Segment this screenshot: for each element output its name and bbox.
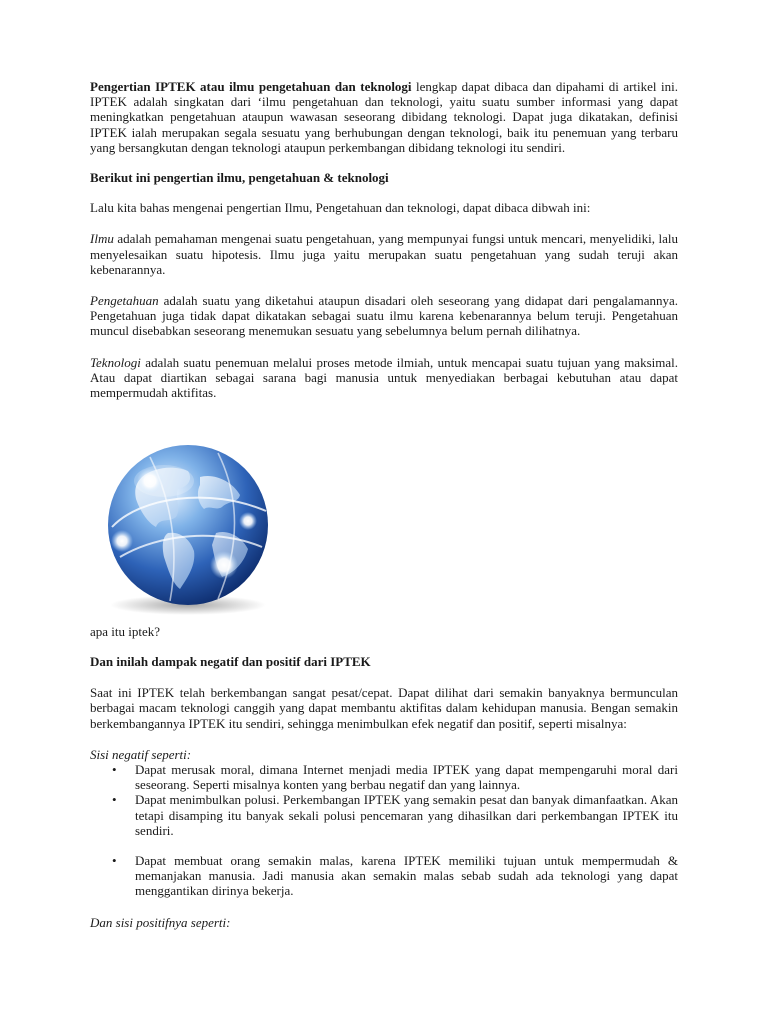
list-item xyxy=(90,762,678,792)
list-item xyxy=(90,853,678,899)
intro-paragraph xyxy=(90,79,678,155)
ilmu-text: adalah pemahaman mengenai suatu pengetahuan, yang mempunyai fungsi untuk mencari, menyelidiki, lalu menyelesaikan suatu hipotesis. Ilmu juga yaitu merupakan suatu pengetahuan yang sudah teruji akan kebenarannya. xyxy=(90,231,678,277)
heading-dampak: Dan inilah dampak negatif dan positif dari IPTEK xyxy=(90,654,371,669)
globe-network-icon xyxy=(90,437,282,617)
bullet-icon: • xyxy=(112,792,117,808)
teknologi-paragraph xyxy=(90,355,678,401)
pengetahuan-term: Pengetahuan xyxy=(90,293,159,309)
ilmu-paragraph xyxy=(90,231,678,277)
negatif-label-text: Sisi negatif seperti: xyxy=(90,746,192,762)
list-item xyxy=(90,792,678,838)
intro-lead-rest: lengkap dapat dibaca dan dipahami di artikel ini. IPTEK adalah singkatan dari ‘ilmu pengetahuan dan teknologi, yaitu suatu sumber informasi yang dapat meningkatkan pengetahuan ataupun wawasan seseorang dibidang teknologi. Dapat juga dikatakan, definisi IPTEK ialah merupakan segala sesuatu yang berhubungan dengan teknologi, baik itu penemuan yang terbaru yang bersangkutan dengan teknologi ataupun perkembangan dibidang teknologi itu sendiri. xyxy=(90,79,678,155)
teknologi-text: adalah suatu penemuan melalui proses metode ilmiah, untuk mencapai suatu tujuan yang maksimal. Atau dapat diartikan sebagai sarana bagi manusia untuk menyediakan berbagai kebutuhan atau dapat mempermudah aktifitas. xyxy=(90,354,678,401)
pengetahuan-paragraph xyxy=(90,293,678,339)
intro-lead-bold: Pengertian IPTEK atau ilmu pengetahuan dan teknologi xyxy=(90,79,412,94)
list-item-text: Dapat merusak moral, dimana Internet menjadi media IPTEK yang dapat mempengaruhi moral dari seseorang. Seperti misalnya konten yang berbau negatif dan yang lainnya. xyxy=(135,762,678,793)
pengetahuan-text: adalah suatu yang diketahui ataupun disadari oleh seseorang yang didapat dari pengalamannya. Pengetahuan juga tidak dapat dikatakan sebagai suatu ilmu karena kebenarannya belum teruji. Pengetahuan muncul disebabkan seseorang menemukan sesuatu yang sebelumnya belum pernah dilihatnya. xyxy=(90,293,678,339)
list-item-text: Dapat membuat orang semakin malas, karena IPTEK memiliki tujuan untuk mempermudah & memanjakan manusia. Jadi manusia akan semakin malas sebab sudah ada teknologi yang dapat menggantikan dirinya bekerja. xyxy=(135,853,678,899)
positif-label-text: Dan sisi positifnya seperti: xyxy=(90,914,231,930)
bullet-icon: • xyxy=(112,853,117,869)
dampak-paragraph: Saat ini IPTEK telah berkembangan sangat pesat/cepat. Dapat dilihat dari semakin banyaknya bermunculan berbagai macam teknologi canggih yang dapat membantu aktifitas dalam kehidupan manusia. Bengan semakin berkembangannya IPTEK itu sendiri, sehingga menimbulkan efek negatif dan positif, seperti misalnya: xyxy=(90,685,678,731)
image-caption: apa itu iptek? xyxy=(90,624,161,639)
intro2-paragraph: Lalu kita bahas mengenai pengertian Ilmu, Pengetahuan dan teknologi, dapat dibaca dibwah ini: xyxy=(90,200,591,216)
positif-label xyxy=(90,915,678,930)
bullet-icon: • xyxy=(112,762,117,778)
ilmu-term: Ilmu xyxy=(90,231,114,247)
teknologi-term: Teknologi xyxy=(90,354,141,370)
globe-image xyxy=(90,437,282,617)
negatif-label xyxy=(90,747,678,762)
heading-pengertian: Berikut ini pengertian ilmu, pengetahuan & teknologi xyxy=(90,170,389,186)
upper-content xyxy=(90,79,678,400)
lower-content xyxy=(90,654,678,930)
negatif-list xyxy=(90,762,678,899)
list-item-text: Dapat menimbulkan polusi. Perkembangan IPTEK yang semakin pesat dan banyak dimanfaatkan. Akan tetapi disamping itu banyak sekali polusi pencemaran yang dihasilkan dari perkembangan IPTEK itu sendiri. xyxy=(135,792,678,838)
